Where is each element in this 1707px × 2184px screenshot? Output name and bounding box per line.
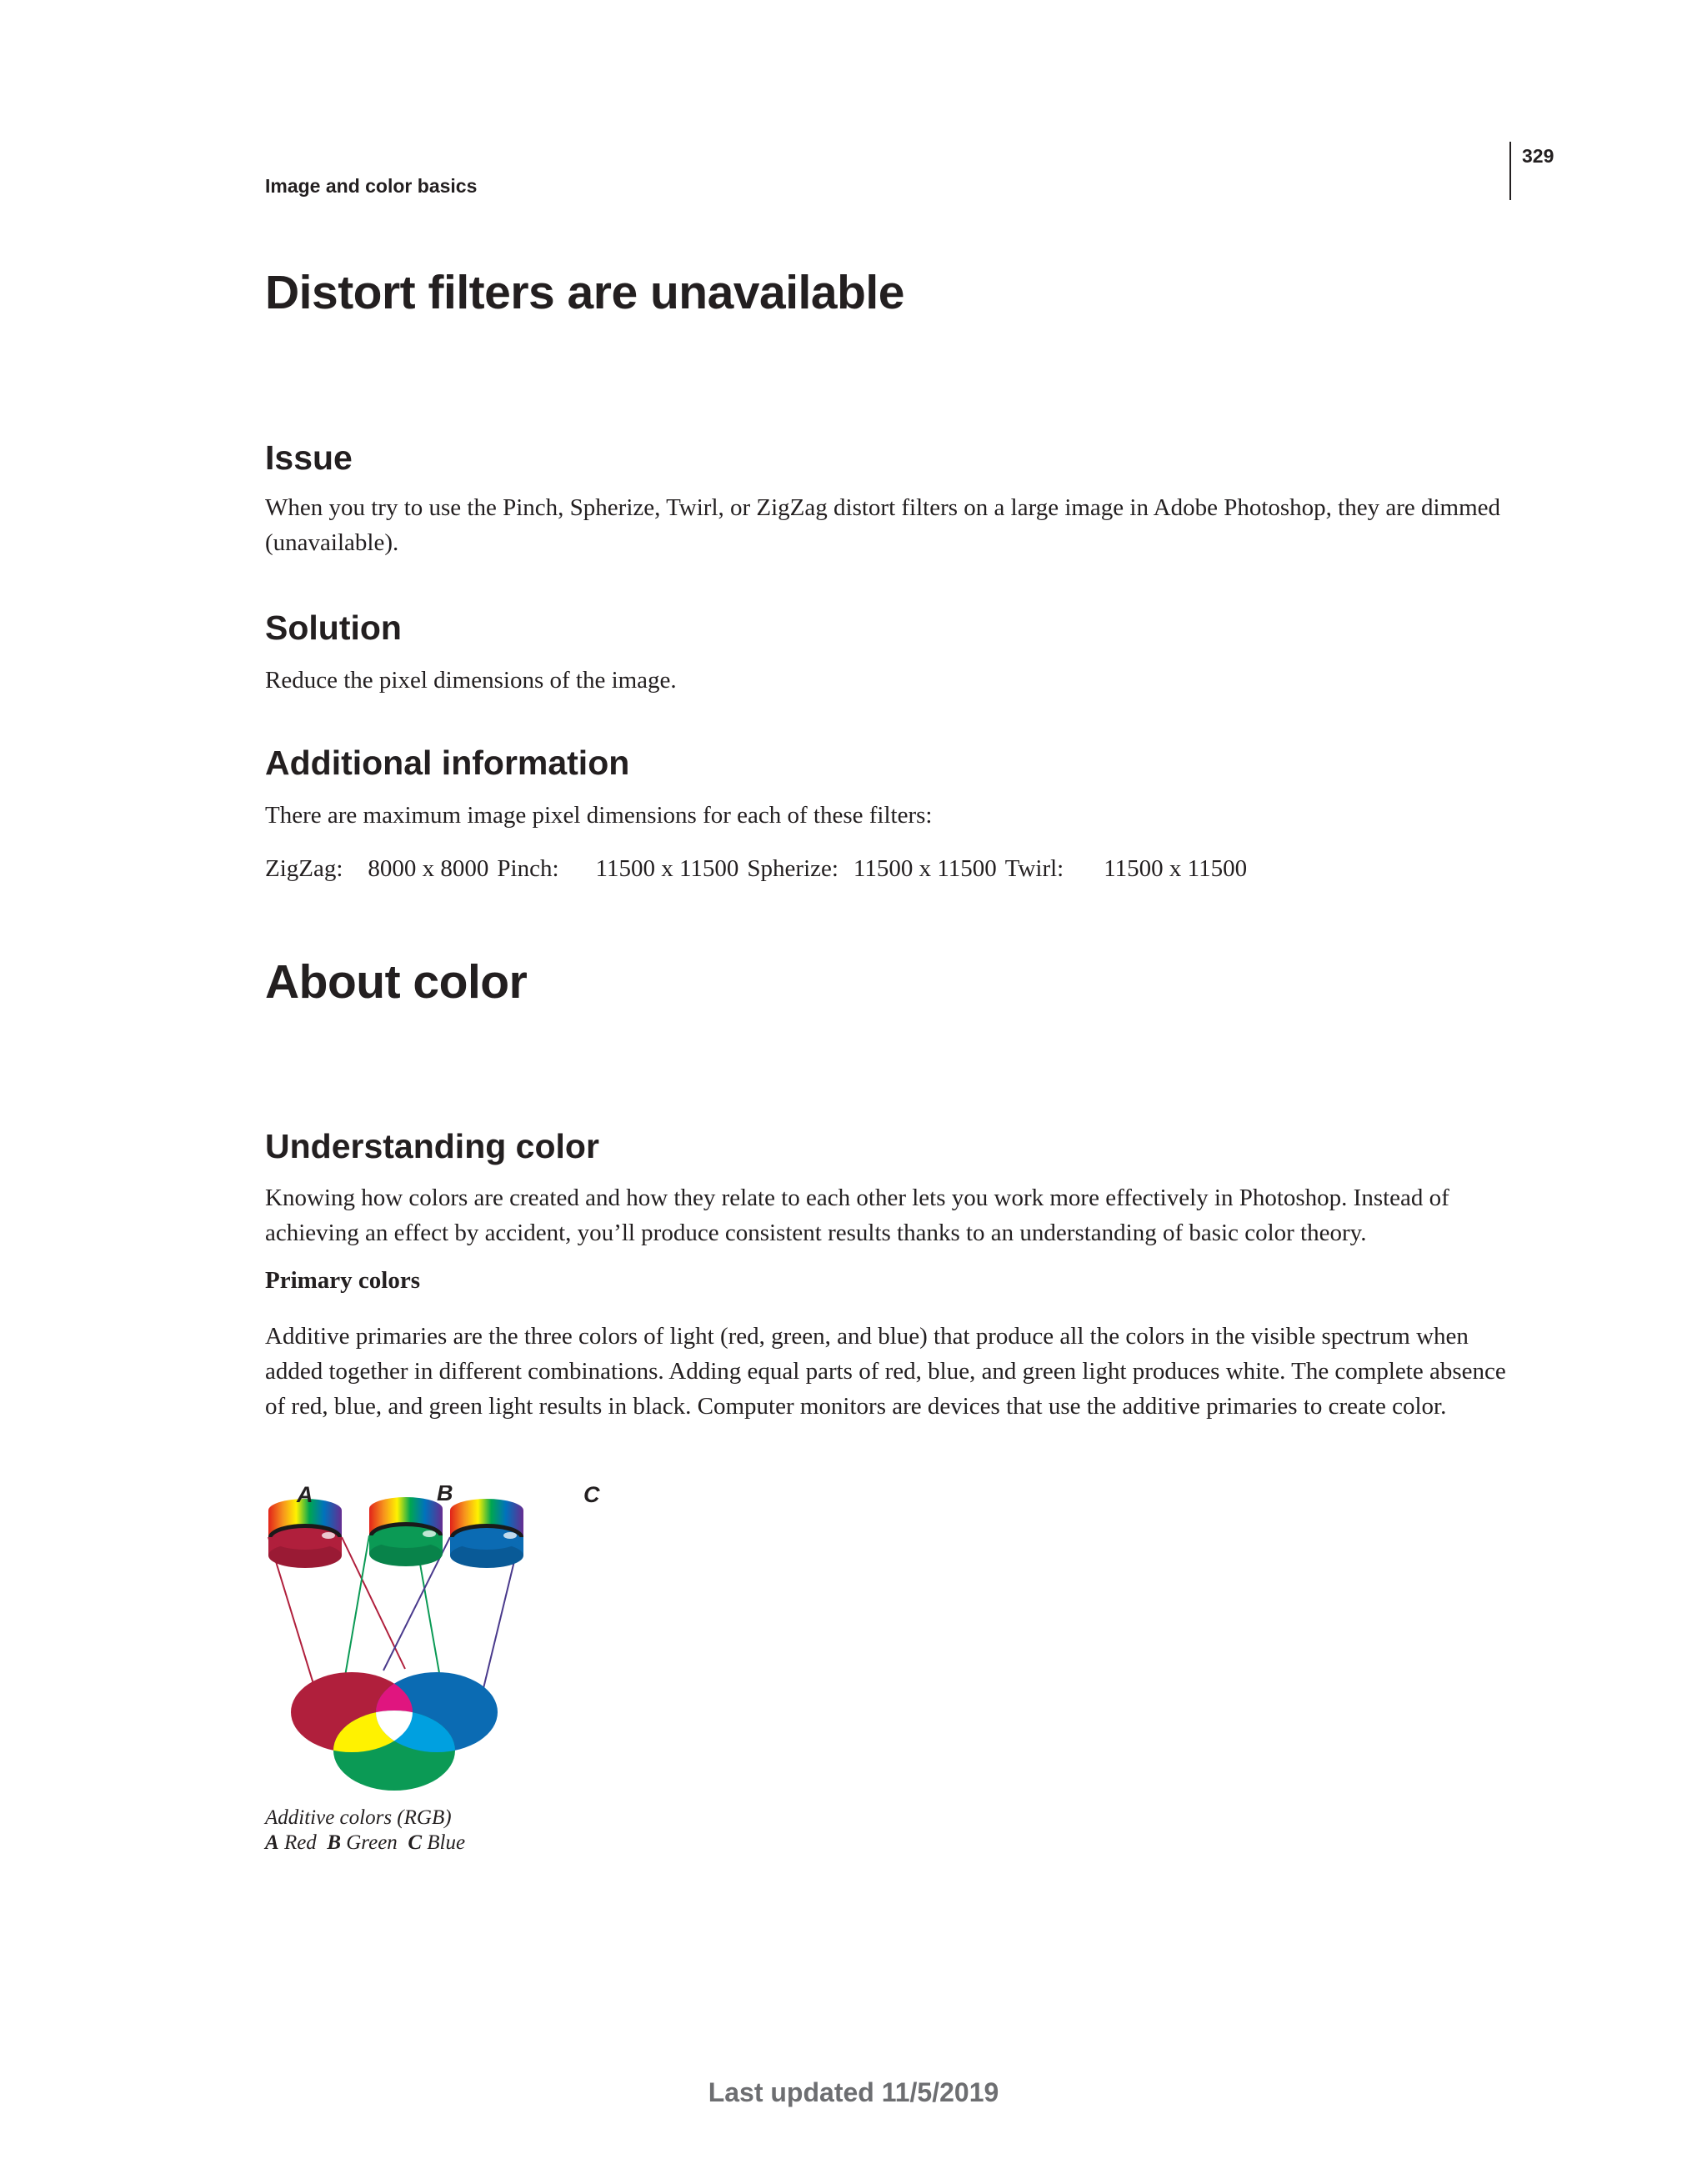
- additional-info-heading: Additional information: [265, 744, 630, 782]
- filter-pinch-value: 11500 x 11500: [595, 855, 739, 882]
- caption-c-letter: C: [408, 1831, 422, 1854]
- solution-heading: Solution: [265, 609, 402, 647]
- page-number: 329: [1522, 145, 1554, 167]
- caption-legend: [265, 1831, 465, 1856]
- caption-a-text: Red: [283, 1831, 317, 1854]
- figure-label-b: B: [437, 1485, 453, 1505]
- figure-label-a: A: [297, 1485, 313, 1507]
- filter-zigzag-name: ZigZag:: [265, 855, 343, 882]
- caption-b-text: Green: [346, 1831, 398, 1854]
- caption-a-letter: A: [265, 1831, 279, 1854]
- filter-twirl-name: Twirl:: [1004, 855, 1064, 882]
- caption-c-text: Blue: [427, 1831, 466, 1854]
- figure-label-c: C: [583, 1485, 600, 1507]
- light-c-blue-filter: [450, 1499, 523, 1568]
- filter-pinch-name: Pinch:: [497, 855, 559, 882]
- issue-heading: Issue: [265, 438, 353, 477]
- caption-b-letter: B: [327, 1831, 341, 1854]
- running-header: Image and color basics: [265, 175, 478, 197]
- light-b-green-filter: [369, 1497, 443, 1566]
- primary-colors-text: Additive primaries are the three colors of light (red, green, and blue) that produce all the colors in the visible spectrum when added together in different combinations. Adding equal parts of red, blue, and green light produces white. The complete absence of red, blue, and green light results in black. Computer monitors are devices that use the additive primaries to create color.: [265, 1323, 1506, 1420]
- issue-text: When you try to use the Pinch, Spherize, Twirl, or ZigZag distort filters on a large image in Adobe Photoshop, they are dimmed (unavailable).: [265, 494, 1501, 556]
- last-updated-footer: Last updated 11/5/2019: [708, 2077, 999, 2107]
- filter-dimensions-line: [265, 851, 1247, 886]
- additive-colors-figure: [260, 1485, 627, 1802]
- filter-spherize-value: 11500 x 11500: [853, 855, 997, 882]
- filter-spherize-name: Spherize:: [747, 855, 838, 882]
- caption-title: Additive colors (RGB): [265, 1806, 452, 1829]
- section-title-distort: Distort filters are unavailable: [265, 266, 904, 319]
- understanding-color-heading: Understanding color: [265, 1127, 599, 1165]
- primary-colors-heading: Primary colors: [265, 1267, 421, 1294]
- section-title-about-color: About color: [265, 955, 528, 1009]
- filter-twirl-value: 11500 x 11500: [1104, 855, 1248, 882]
- page-number-rule: [1509, 142, 1511, 200]
- filter-zigzag-value: 8000 x 8000: [368, 855, 489, 882]
- additional-info-text: There are maximum image pixel dimensions for each of these filters:: [265, 802, 933, 829]
- solution-text: Reduce the pixel dimensions of the image.: [265, 667, 677, 694]
- light-a-red-filter: [268, 1499, 342, 1568]
- understanding-color-text: Knowing how colors are created and how they relate to each other lets you work more effectively in Photoshop. Instead of achieving an effect by accident, you’ll produce consistent results thanks to an understanding of basic color theory.: [265, 1185, 1449, 1246]
- figure-caption: [265, 1806, 465, 1856]
